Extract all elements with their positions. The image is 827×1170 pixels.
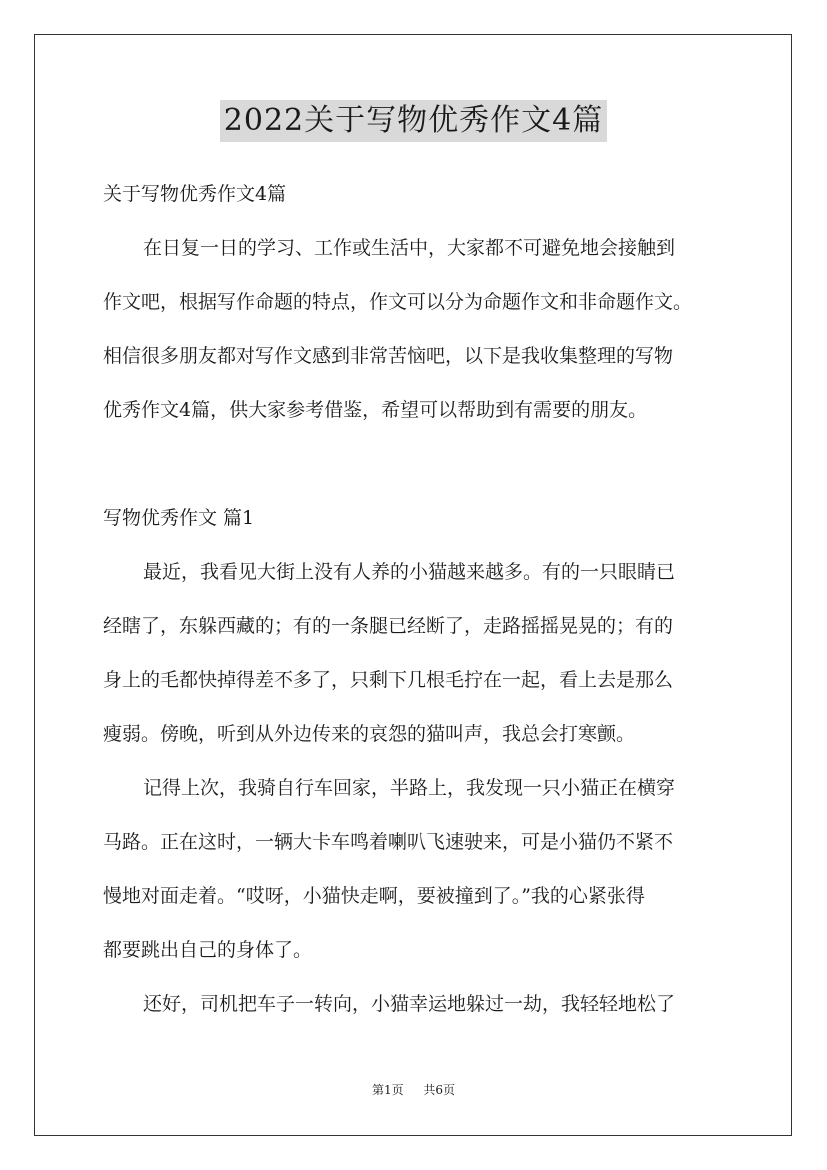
body-line: 都要跳出自己的身体了。	[103, 939, 313, 961]
body-line: 最近，我看见大街上没有人养的小猫越来越多。有的一只眼睛已	[143, 561, 676, 583]
body-line: 记得上次，我骑自行车回家，半路上，我发现一只小猫正在横穿	[143, 777, 676, 799]
intro-line: 作文吧，根据写作命题的特点，作文可以分为命题作文和非命题作文。	[103, 291, 693, 313]
body-line: 还好，司机把车子一转向，小猫幸运地躲过一劫，我轻轻地松了	[143, 993, 676, 1015]
document-title: 2022关于写物优秀作文4篇	[220, 100, 607, 142]
body-line: 慢地对面走着。“哎呀，小猫快走啊，要被撞到了。”我的心紧张得	[103, 885, 645, 907]
page-footer	[0, 1082, 827, 1098]
title-container	[0, 100, 827, 142]
intro-line: 相信很多朋友都对写作文感到非常苦恼吧，以下是我收集整理的写物	[103, 345, 674, 367]
body-line: 瘦弱。傍晚，听到从外边传来的哀怨的猫叫声，我总会打寒颤。	[103, 723, 636, 745]
page-total: 共6页	[423, 1083, 455, 1097]
intro-line: 优秀作文4篇，供大家参考借鉴，希望可以帮助到有需要的朋友。	[103, 399, 648, 421]
document-subtitle: 关于写物优秀作文4篇	[103, 183, 287, 205]
body-line: 马路。正在这时，一辆大卡车鸣着喇叭飞速驶来，可是小猫仍不紧不	[103, 831, 674, 853]
body-line: 经瞎了，东躲西藏的；有的一条腿已经断了，走路摇摇晃晃的；有的	[103, 615, 674, 637]
body-line: 身上的毛都快掉得差不多了，只剩下几根毛拧在一起，看上去是那么	[103, 669, 674, 691]
section-heading: 写物优秀作文 篇1	[103, 507, 255, 529]
intro-line: 在日复一日的学习、工作或生活中，大家都不可避免地会接触到	[143, 237, 676, 259]
page-number: 第1页	[372, 1083, 404, 1097]
